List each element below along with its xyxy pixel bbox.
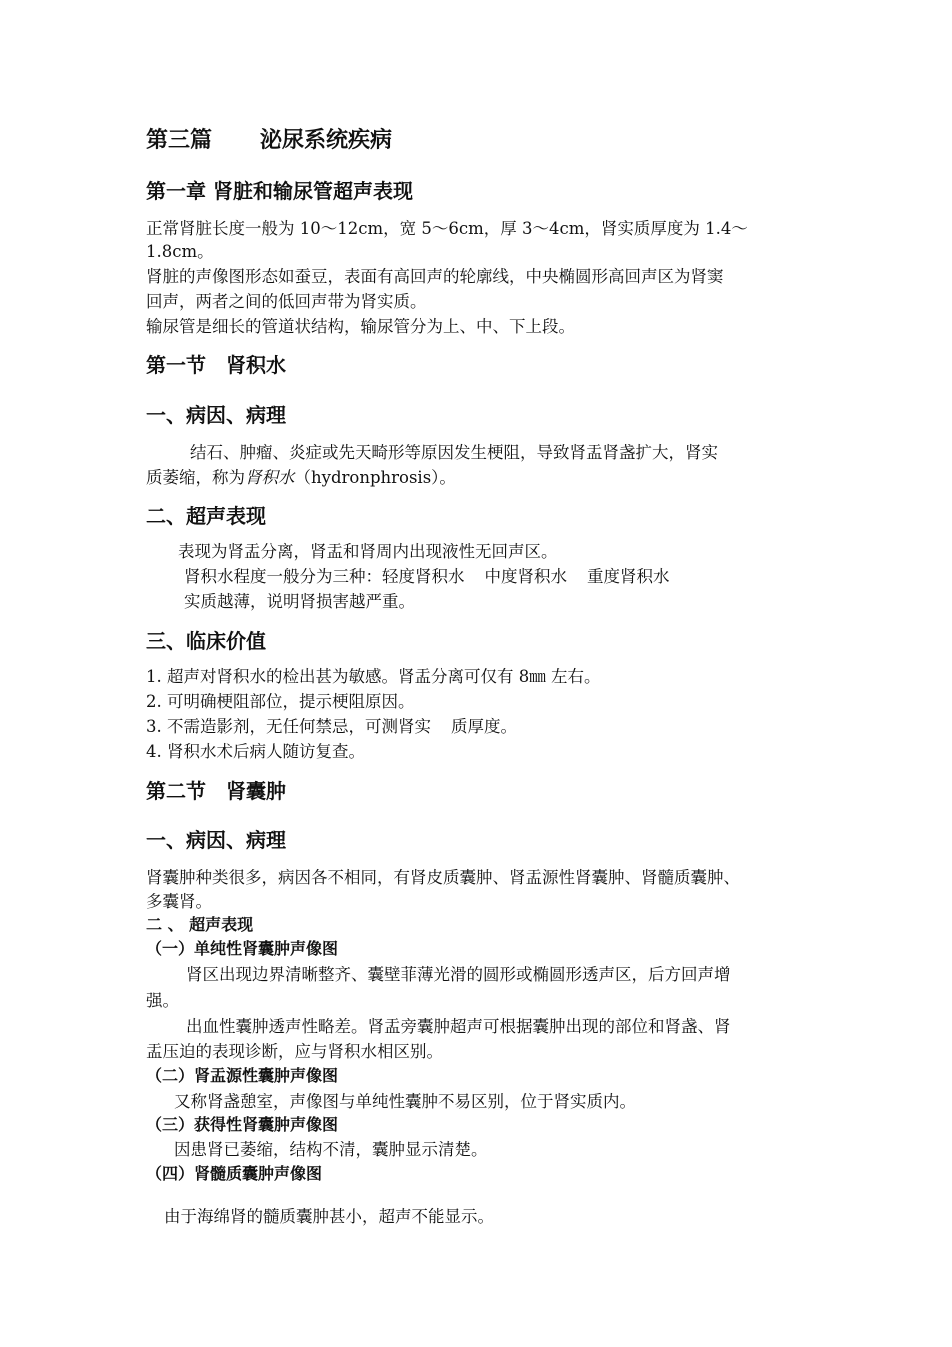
section-1-heading-2: 二、超声表现 — [146, 504, 266, 528]
section-1-heading-1: 一、病因、病理 — [146, 403, 286, 427]
term-hydronephrosis: 肾积水 — [245, 468, 295, 487]
section-1-title: 第一节 肾积水 — [146, 353, 286, 377]
simple-cyst-para-1-line-1: 肾区出现边界清晰整齐、囊壁菲薄光滑的圆形或椭圆形透声区，后方回声增 — [186, 965, 731, 984]
intro-paragraph-2-line-1: 肾脏的声像图形态如蚕豆，表面有高回声的轮廓线，中央椭圆形高回声区为肾窦 — [146, 267, 724, 286]
subheading-acquired-cyst: （三）获得性肾囊肿声像图 — [146, 1115, 339, 1134]
section-1-cause-line-1: 结石、肿瘤、炎症或先天畸形等原因发生梗阻，导致肾盂肾盏扩大，肾实 — [190, 443, 718, 462]
section-2-cause-line-1: 肾囊肿种类很多，病因各不相同，有肾皮质囊肿、肾盂源性肾囊肿、肾髓质囊肿、 — [146, 868, 740, 887]
intro-paragraph-2-line-2: 回声，两者之间的低回声带为肾实质。 — [146, 292, 427, 311]
pelvic-cyst-paragraph: 又称肾盏憩室，声像图与单纯性囊肿不易区别，位于肾实质内。 — [174, 1092, 636, 1111]
section-2-heading-2: 二 、 超声表现 — [146, 915, 254, 934]
intro-paragraph-3: 输尿管是细长的管道状结构，输尿管分为上、中、下上段。 — [146, 317, 575, 336]
clinical-value-item-4: 4. 肾积水术后病人随访复查。 — [146, 742, 365, 761]
section-2-heading-1: 一、病因、病理 — [146, 828, 286, 852]
intro-paragraph-1-line-1: 正常肾脏长度一般为 10～12cm，宽 5～6cm，厚 3～4cm，肾实质厚度为 1.4～ — [146, 219, 748, 238]
chapter-title: 第一章 肾脏和输尿管超声表现 — [146, 179, 413, 203]
clinical-value-item-3: 3. 不需造影剂，无任何禁忌，可测肾实 质厚度。 — [146, 717, 517, 736]
subheading-pelvic-cyst: （二）肾盂源性囊肿声像图 — [146, 1066, 339, 1085]
acquired-cyst-paragraph: 因患肾已萎缩，结构不清，囊肿显示清楚。 — [174, 1140, 488, 1159]
section-1-heading-3: 三、临床价值 — [146, 629, 266, 653]
section-1-cause-line-2: 质萎缩，称为肾积水（hydronphrosis）。 — [146, 468, 456, 487]
section-2-title: 第二节 肾囊肿 — [146, 779, 286, 803]
medullary-cyst-paragraph: 由于海绵肾的髓质囊肿甚小，超声不能显示。 — [164, 1207, 494, 1226]
subheading-simple-cyst: （一）单纯性肾囊肿声像图 — [146, 939, 339, 958]
section-1-ultrasound-line-3: 实质越薄，说明肾损害越严重。 — [184, 592, 415, 611]
part-title: 第三篇 泌尿系统疾病 — [146, 127, 393, 153]
simple-cyst-para-2-line-1: 出血性囊肿透声性略差。肾盂旁囊肿超声可根据囊肿出现的部位和肾盏、肾 — [186, 1017, 731, 1036]
simple-cyst-para-2-line-2: 盂压迫的表现诊断，应与肾积水相区别。 — [146, 1042, 443, 1061]
clinical-value-item-2: 2. 可明确梗阻部位，提示梗阻原因。 — [146, 692, 415, 711]
subheading-medullary-cyst: （四）肾髓质囊肿声像图 — [146, 1164, 323, 1183]
section-1-ultrasound-line-1: 表现为肾盂分离，肾盂和肾周内出现液性无回声区。 — [178, 542, 558, 561]
intro-paragraph-1-line-2: 1.8cm。 — [146, 242, 214, 261]
simple-cyst-para-1-line-2: 强。 — [146, 991, 179, 1010]
section-2-cause-line-2: 多囊肾。 — [146, 892, 212, 911]
clinical-value-item-1: 1. 超声对肾积水的检出甚为敏感。肾盂分离可仅有 8㎜ 左右。 — [146, 667, 601, 686]
section-1-ultrasound-line-2: 肾积水程度一般分为三种：轻度肾积水 中度肾积水 重度肾积水 — [184, 567, 670, 586]
